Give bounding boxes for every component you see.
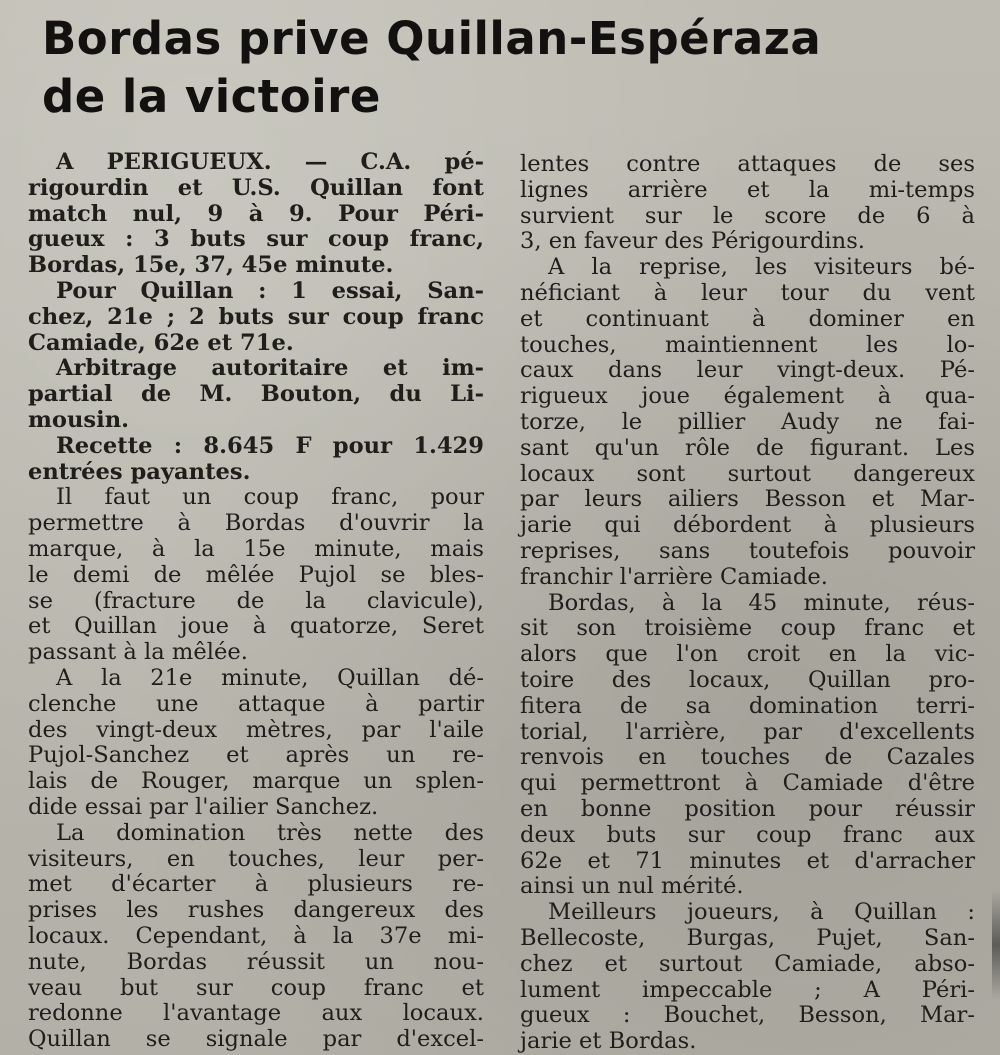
article-line: 3, en faveur des Périgourdins. — [520, 228, 865, 255]
article-line: A la 21e minute, Quillan dé- — [56, 664, 484, 691]
article-line: se (fracture de la clavicule), — [28, 587, 484, 614]
article-line: gueux : Bouchet, Besson, Mar- — [520, 1002, 975, 1029]
article-line: deux buts sur coup franc aux — [520, 821, 975, 848]
article-line: Bordas, 15e, 37, 45e minute. — [28, 252, 394, 279]
article-line: locaux sont surtout dangereux — [520, 460, 975, 487]
article-line: torze, le pillier Audy ne fai- — [520, 408, 975, 435]
article-line: Recette : 8.645 F pour 1.429 — [56, 432, 484, 459]
article-line: ainsi un nul mérité. — [520, 873, 744, 900]
article-line: franchir l'arrière Camiade. — [520, 563, 828, 590]
article-line: A PERIGUEUX. — C.A. pé- — [56, 149, 484, 175]
article-line: rigourdin et U.S. Quillan font — [28, 174, 484, 201]
article-line: La domination très nette des — [56, 819, 484, 846]
article-line: Pour Quillan : 1 essai, San- — [56, 277, 484, 304]
article-line: passant à la mêlée. — [28, 639, 248, 666]
article-line: Meilleurs joueurs, à Quillan : — [548, 899, 975, 926]
article-line: lignes arrière et la mi-temps — [520, 176, 975, 203]
article-line: 62e et 71 minutes et d'arracher — [520, 847, 975, 874]
article-line: clenche une attaque à partir — [28, 690, 484, 717]
article-line: prises les rushes dangereux des — [28, 897, 484, 924]
article-line: sit son troisième coup franc et — [520, 615, 975, 642]
article-line: visiteurs, en touches, leur per- — [28, 845, 484, 872]
article-line: rigueux joue également à qua- — [520, 383, 975, 410]
article-line: par leurs ailiers Besson et Mar- — [520, 486, 975, 513]
article-line: néficiant à leur tour du vent — [520, 279, 975, 306]
article-line: jarie et Bordas. — [520, 1028, 697, 1055]
article-line: redonne l'avantage aux locaux. — [28, 1000, 484, 1027]
headline-line-2: de la victoire — [42, 70, 381, 123]
article-line: lentes contre attaques de ses — [520, 151, 975, 177]
article-line: veau but sur coup franc et — [28, 974, 484, 1001]
article-line: en bonne position pour réussir — [520, 795, 975, 822]
article-line: locaux. Cependant, à la 37e mi- — [28, 922, 484, 949]
article-line: Bellecoste, Burgas, Pujet, San- — [520, 924, 975, 951]
article-line: entrées payantes. — [28, 458, 251, 485]
article-line: le demi de mêlée Pujol se bles- — [28, 561, 484, 588]
article-line: Camiade, 62e et 71e. — [28, 329, 294, 356]
article-line: renvois en touches de Cazales — [520, 744, 975, 771]
article-line: qui permettront à Camiade d'être — [520, 770, 975, 797]
article-line: Pujol-Sanchez et après un re- — [28, 742, 484, 769]
article-line: Il faut un coup franc, pour — [56, 484, 484, 511]
article-line: jarie qui débordent à plusieurs — [520, 512, 975, 539]
article-line: touches, maintiennent les lo- — [520, 331, 975, 358]
adjacent-clipping-edge — [992, 890, 1000, 1000]
article-line: torial, l'arrière, par d'excellents — [520, 718, 975, 745]
article-line: caux dans leur vingt-deux. Pé- — [520, 357, 975, 384]
article-line: sant qu'un rôle de figurant. Les — [520, 434, 975, 461]
article-line: marque, à la 15e minute, mais — [28, 535, 484, 562]
article-line: gueux : 3 buts sur coup franc, — [28, 226, 484, 253]
article-line: Bordas, à la 45 minute, réus- — [548, 589, 975, 616]
article-line: mousin. — [28, 406, 129, 433]
article-line: permettre à Bordas d'ouvrir la — [28, 510, 484, 537]
article-line: toire des locaux, Quillan pro- — [520, 666, 975, 693]
article-line: Arbitrage autoritaire et im- — [56, 355, 484, 382]
article-line: met d'écarter à plusieurs re- — [28, 871, 484, 898]
article-column-right — [520, 152, 975, 1055]
article-line: lument impeccable ; A Péri- — [520, 976, 975, 1003]
headline-line-1: Bordas prive Quillan-Espéraza — [42, 12, 822, 65]
article-line: chez et surtout Camiade, abso- — [520, 950, 975, 977]
article-line: A la reprise, les visiteurs bé- — [548, 254, 975, 281]
article-line: Quillan se signale par d'excel- — [28, 1026, 484, 1053]
article-line: nute, Bordas réussit un nou- — [28, 948, 484, 975]
article-line: fitera de sa domination terri- — [520, 692, 975, 719]
article-line: et Quillan joue à quatorze, Seret — [28, 613, 484, 640]
article-line: survient sur le score de 6 à — [520, 202, 975, 229]
article-column-left — [28, 150, 484, 1053]
article-line: chez, 21e ; 2 buts sur coup franc — [28, 303, 484, 330]
article-line: lais de Rouger, marque un splen- — [28, 768, 484, 795]
article-line: des vingt-deux mètres, par l'aile — [28, 716, 484, 743]
article-line: dide essai par l'ailier Sanchez. — [28, 793, 379, 820]
headline — [42, 10, 942, 126]
article-line: et continuant à dominer en — [520, 305, 975, 332]
article-line: alors que l'on croit en la vic- — [520, 641, 975, 668]
article-line: reprises, sans toutefois pouvoir — [520, 537, 975, 564]
article-line: partial de M. Bouton, du Li- — [28, 381, 484, 408]
article-line: match nul, 9 à 9. Pour Péri- — [28, 200, 484, 227]
